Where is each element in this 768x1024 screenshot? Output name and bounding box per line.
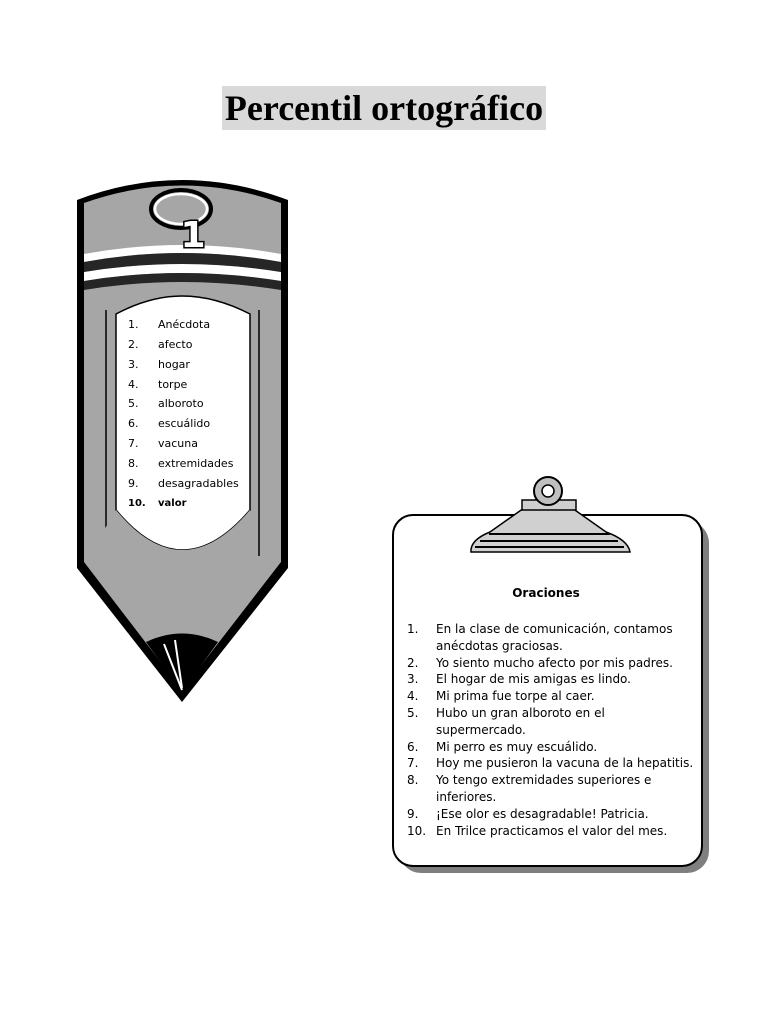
sentence-text: En la clase de comunicación, contamos anécdotas graciosas. bbox=[436, 622, 673, 653]
list-item bbox=[128, 317, 258, 337]
word: alboroto bbox=[158, 397, 204, 411]
list-item bbox=[128, 436, 258, 456]
sentence-item bbox=[407, 621, 697, 655]
sentence-number: 2. bbox=[407, 655, 419, 670]
list-item bbox=[128, 416, 258, 436]
sentence-item bbox=[407, 739, 697, 756]
sentence-item bbox=[407, 655, 697, 672]
sentence-number: 3. bbox=[407, 672, 419, 687]
word: valor bbox=[158, 497, 187, 509]
word-list bbox=[128, 317, 258, 515]
clipboard-heading: Oraciones bbox=[512, 586, 580, 600]
sentence-number: 9. bbox=[407, 806, 419, 821]
sentence-number: 4. bbox=[407, 689, 419, 704]
item-number: 6. bbox=[128, 417, 139, 431]
sentence-number: 7. bbox=[407, 756, 419, 771]
sentence-number: 1. bbox=[407, 622, 419, 636]
item-number: 8. bbox=[128, 456, 139, 470]
word: hogar bbox=[158, 357, 190, 371]
pencil-number: 1 bbox=[180, 215, 206, 256]
item-number: 3. bbox=[128, 357, 139, 371]
sentence-list bbox=[407, 621, 697, 839]
sentence-number: 5. bbox=[407, 705, 419, 720]
sentence-text: Hubo un gran alboroto en el supermercado. bbox=[436, 705, 605, 737]
sentence-text: Yo tengo extremidades superiores e inferiores. bbox=[436, 773, 652, 804]
sentence-text: ¡Ese olor es desagradable! Patricia. bbox=[436, 806, 649, 821]
list-item bbox=[128, 476, 258, 496]
sentence-item bbox=[407, 671, 697, 688]
list-item bbox=[128, 456, 258, 476]
word: afecto bbox=[158, 337, 193, 351]
sentence-text: En Trilce practicamos el valor del mes. bbox=[436, 823, 668, 838]
sentence-item bbox=[407, 823, 697, 840]
word: Anécdota bbox=[158, 318, 211, 331]
word: torpe bbox=[158, 377, 188, 391]
word: vacuna bbox=[158, 437, 198, 451]
list-item bbox=[128, 496, 258, 516]
sentence-item bbox=[407, 806, 697, 823]
sentence-number: 10. bbox=[407, 823, 427, 838]
item-number: 7. bbox=[128, 437, 139, 451]
list-item bbox=[128, 337, 258, 357]
sentence-item bbox=[407, 755, 697, 772]
sentence-item bbox=[407, 772, 697, 806]
item-number: 9. bbox=[128, 476, 139, 490]
list-item bbox=[128, 357, 258, 377]
item-number: 1. bbox=[128, 318, 139, 331]
sentence-number: 8. bbox=[407, 773, 419, 788]
sentence-number: 6. bbox=[407, 739, 419, 754]
list-item bbox=[128, 377, 258, 397]
sentence-item bbox=[407, 705, 697, 739]
sentence-text: El hogar de mis amigas es lindo. bbox=[436, 672, 631, 687]
item-number: 2. bbox=[128, 337, 139, 351]
list-item bbox=[128, 396, 258, 416]
item-number: 4. bbox=[128, 377, 139, 391]
sentence-text: Yo siento mucho afecto por mis padres. bbox=[436, 655, 673, 670]
sentence-text: Hoy me pusieron la vacuna de la hepatitis. bbox=[436, 756, 694, 771]
sentence-text: Mi perro es muy escuálido. bbox=[436, 739, 598, 754]
word: extremidades bbox=[158, 456, 234, 470]
sentence-text: Mi prima fue torpe al caer. bbox=[436, 689, 595, 704]
page-title: Percentil ortográfico bbox=[222, 86, 546, 130]
word: escuálido bbox=[158, 417, 211, 431]
word: desagradables bbox=[158, 476, 239, 490]
item-number: 5. bbox=[128, 397, 139, 411]
item-number: 10. bbox=[128, 497, 146, 509]
sentence-item bbox=[407, 688, 697, 705]
